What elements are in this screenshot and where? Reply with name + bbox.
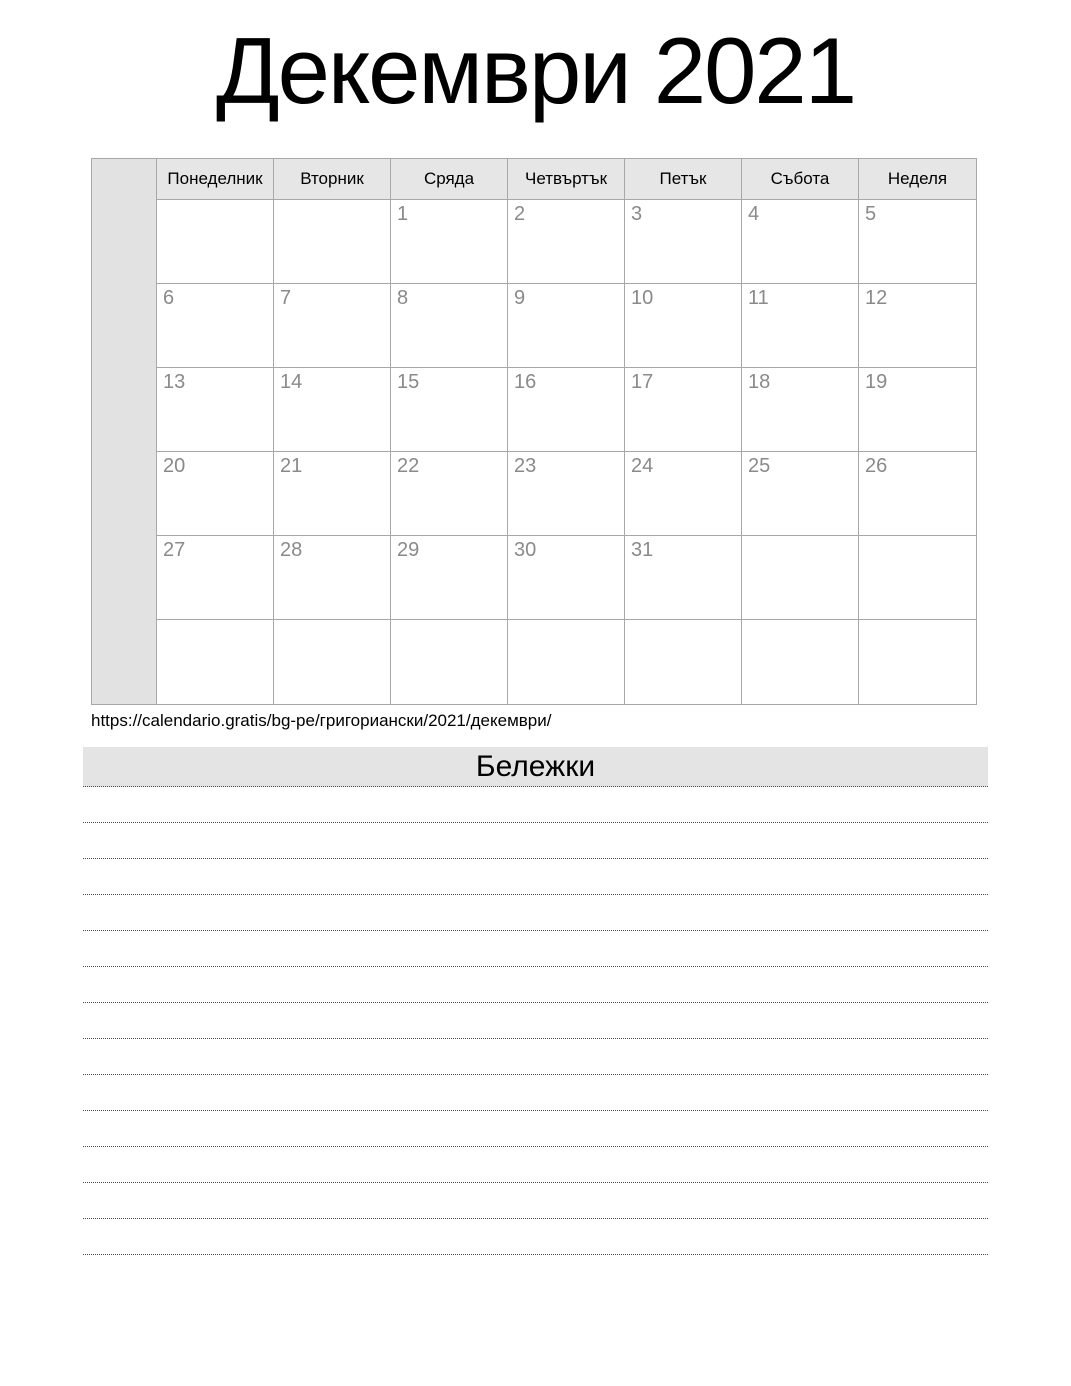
weekday-header: Понеделник	[157, 159, 274, 200]
weekday-header: Събота	[742, 159, 859, 200]
source-url: https://calendario.gratis/bg-pe/григориански/2021/декември/	[91, 711, 552, 730]
weekday-header: Петък	[625, 159, 742, 200]
day-cell-23: 23	[508, 452, 625, 536]
day-cell-27: 27	[157, 536, 274, 620]
day-cell-28: 28	[274, 536, 391, 620]
day-cell-8: 8	[391, 284, 508, 368]
note-line	[83, 931, 988, 967]
note-line	[83, 1003, 988, 1039]
day-cell-29: 29	[391, 536, 508, 620]
day-cell-31: 31	[625, 536, 742, 620]
day-cell-18: 18	[742, 368, 859, 452]
day-cell-11: 11	[742, 284, 859, 368]
note-line	[83, 823, 988, 859]
day-cell-7: 7	[274, 284, 391, 368]
day-cell-9: 9	[508, 284, 625, 368]
calendar-side-bar	[92, 159, 157, 704]
calendar-table	[91, 158, 977, 705]
day-cell-25: 25	[742, 452, 859, 536]
day-cell-26: 26	[859, 452, 976, 536]
day-cell-3: 3	[625, 200, 742, 284]
day-cell-24: 24	[625, 452, 742, 536]
note-line	[83, 1111, 988, 1147]
day-cell-empty	[508, 620, 625, 704]
notes-section	[83, 747, 988, 1255]
day-cell-19: 19	[859, 368, 976, 452]
day-cell-21: 21	[274, 452, 391, 536]
day-cell-14: 14	[274, 368, 391, 452]
note-line	[83, 1219, 988, 1255]
day-cell-empty	[274, 200, 391, 284]
day-cell-empty	[157, 200, 274, 284]
page-title: Декември 2021	[216, 18, 855, 123]
notes-lines	[83, 787, 988, 1255]
day-cell-empty	[157, 620, 274, 704]
note-line	[83, 1075, 988, 1111]
day-cell-4: 4	[742, 200, 859, 284]
note-line	[83, 787, 988, 823]
day-cell-2: 2	[508, 200, 625, 284]
day-cell-15: 15	[391, 368, 508, 452]
day-cell-5: 5	[859, 200, 976, 284]
note-line	[83, 967, 988, 1003]
day-cell-6: 6	[157, 284, 274, 368]
note-line	[83, 1183, 988, 1219]
note-line	[83, 859, 988, 895]
day-cell-empty	[274, 620, 391, 704]
calendar-grid	[157, 159, 976, 704]
day-cell-empty	[391, 620, 508, 704]
day-cell-16: 16	[508, 368, 625, 452]
day-cell-12: 12	[859, 284, 976, 368]
day-cell-empty	[625, 620, 742, 704]
note-line	[83, 895, 988, 931]
day-cell-17: 17	[625, 368, 742, 452]
day-cell-empty	[742, 620, 859, 704]
note-line	[83, 1039, 988, 1075]
weekday-header: Вторник	[274, 159, 391, 200]
day-cell-1: 1	[391, 200, 508, 284]
day-cell-20: 20	[157, 452, 274, 536]
day-cell-empty	[742, 536, 859, 620]
notes-heading: Бележки	[475, 750, 596, 783]
day-cell-30: 30	[508, 536, 625, 620]
weekday-header: Неделя	[859, 159, 976, 200]
day-cell-empty	[859, 620, 976, 704]
day-cell-13: 13	[157, 368, 274, 452]
weekday-header: Четвъртък	[508, 159, 625, 200]
day-cell-10: 10	[625, 284, 742, 368]
day-cell-empty	[859, 536, 976, 620]
notes-header-band	[83, 747, 988, 787]
note-line	[83, 1147, 988, 1183]
weekday-header: Сряда	[391, 159, 508, 200]
day-cell-22: 22	[391, 452, 508, 536]
